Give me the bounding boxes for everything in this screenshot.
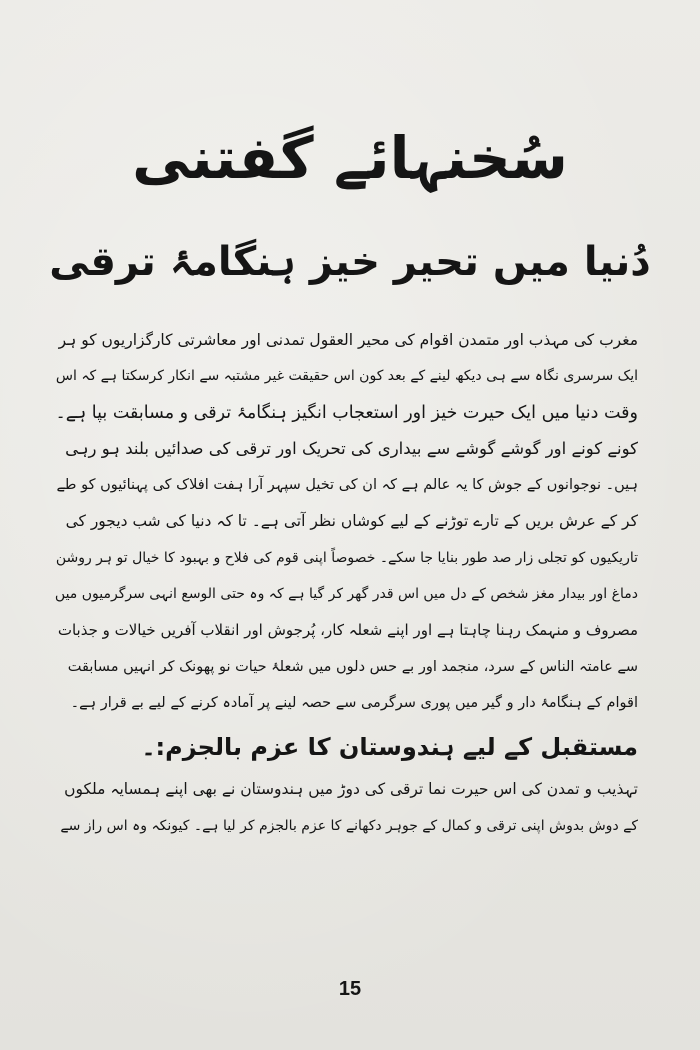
text-line: کونے کونے اور گوشے گوشے سے بیداری کی تحریک اور ترقی کی صدائیں بلند ہو رہی (65, 438, 638, 458)
paragraph-2 (55, 431, 638, 721)
page-subtitle: دُنیا میں تحیر خیز ہنگامۂ ترقی (49, 239, 651, 285)
paragraph-1 (55, 322, 638, 431)
page-number: 15 (338, 978, 362, 1000)
text-line: مغرب کی مہذب اور متمدن اقوام کی محیر العقول تمدنی اور معاشرتی کارگزاریوں کو ہر (58, 331, 638, 349)
text-line: ایک سرسری نگاہ سے ہی دیکھ لینے کے بعد کون اس حقیقت غیر مشتبہ سے انکار کرسکتا ہے کہ اس (55, 368, 638, 385)
page-title: سُخنہائے گفتنی (132, 124, 568, 192)
paragraph-3 (55, 771, 638, 844)
text-line: وقت دنیا میں ایک حیرت خیز اور استعجاب انگیز ہنگامۂ ترقی و مسابقت بپا ہے۔ (55, 402, 638, 423)
text-line: تہذیب و تمدن کی اس حیرت نما ترقی کی دوڑ میں ہندوستان نے بھی اپنے ہمسایہ ملکوں (64, 780, 638, 799)
text-line: کے دوش بدوش اپنی ترقی و کمال کے جوہر دکھانے کا عزم بالجزم کر لیا ہے۔ کیونکہ وہ اس راز سے (60, 817, 638, 834)
text-line: دماغ اور بیدار مغز شخص کے دل میں اس قدر گھر کر گیا ہے کہ وہ حتی الوسع انہی سرگرمیوں میں (55, 586, 638, 603)
body-text (55, 322, 638, 844)
text-line: اقوام کے ہنگامۂ دار و گیر میں پوری سرگرمی سے حصہ لینے پر آمادہ کرنے کے لیے بے قرار ہے۔ (70, 694, 638, 711)
text-line: کر کے عرش بریں کے تارے توڑنے کے لیے کوشاں نظر آتی ہے۔ تا کہ دنیا کی شب دیجور کی (65, 512, 638, 531)
text-line: تاریکیوں کو تجلی زار صد طور بنایا جا سکے۔ خصوصاً اپنی قوم کی فلاح و بہبود کا خیال تو ہر روشن (55, 549, 638, 566)
text-line: مصروف و منہمک رہنا چاہتا ہے اور اپنے شعلہ کار، پُرجوش اور انقلاب آفریں خیالات و جذبات (57, 621, 638, 640)
section-heading: مستقبل کے لیے ہندوستان کا عزم بالجزم:۔ (141, 733, 638, 762)
text-line: ہیں۔ نوجوانوں کے جوش کا یہ عالم ہے کہ ان کی تخیل سپہر آرا ہفت افلاک کی پہنائیوں کو طے (56, 477, 638, 494)
text-line: سے عامتہ الناس کے سرد، منجمد اور بے حس دلوں میں شعلۂ حیات نو پھونک کر انہیں مسابقت (67, 658, 638, 675)
